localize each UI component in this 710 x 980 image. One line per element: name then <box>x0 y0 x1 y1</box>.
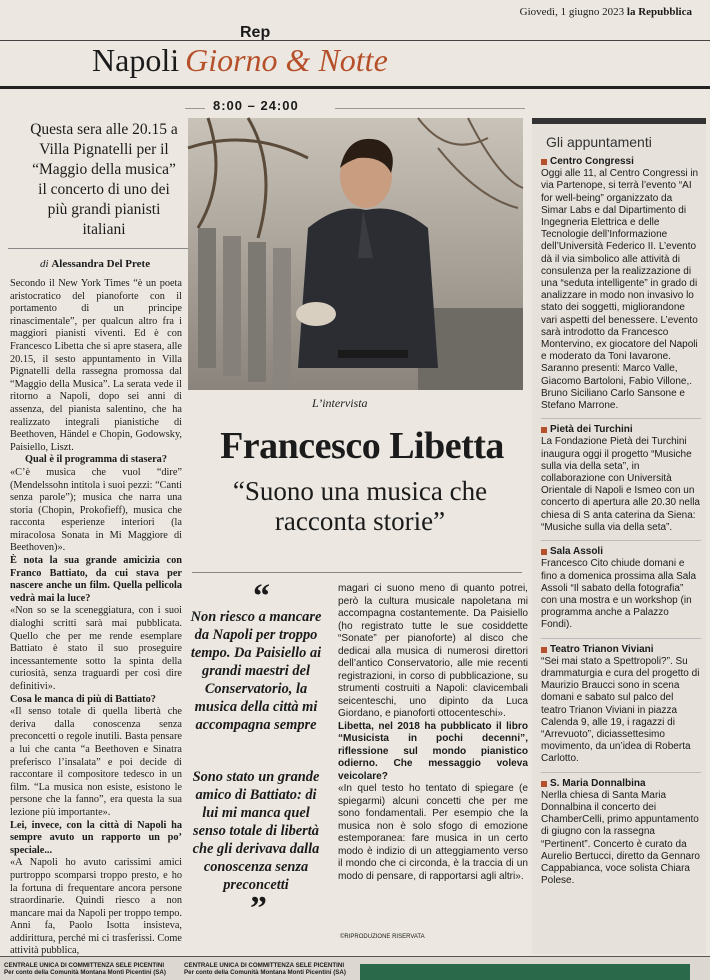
bullet-square-icon <box>541 549 547 555</box>
paragraph: magari ci suono meno di quanto potrei, però la cultura musicale napoletana mi accompagna costantemente. Da Paisiello (ho registrato tutte le sue cosiddette “Sonate” per pianoforte) al disco che dedicai alla musica di numerosi direttori dell’antico Conservatorio, alle mie recenti registrazioni, in corso di pubblicazione, su strumenti costruiti a Napoli: clavicembali seicenteschi, uno dipinto da Luca Giordano, e pianoforti ottocenteschi». <box>338 583 528 719</box>
divider <box>541 638 701 639</box>
lead-rule <box>8 248 188 249</box>
bullet-square-icon <box>541 781 547 787</box>
pull-quote-1: Non riesco a mancare da Napoli per troppo tempo. Da Paisiello ai grandi maestri del Conservatorio, la musica della città mi accompagna sempre <box>190 609 322 733</box>
issue-date: Giovedì, 1 giugno 2023 <box>519 6 625 18</box>
paragraph: Secondo il New York Times “è un poeta aristocratico del pianoforte con il portamento di un principe rinascimentale”, per qualcun altro fra i maggiori pianisti viventi. Ed è con Francesco Libetta che si apre stasera, alle 20.15, il sesto appuntamento in Villa Pignatelli della rassegna promossa dal “Maggio della Musica”. La serata vede il ritorno a Napoli, dopo sei anni di assenza, del pianista salentino, che ha realizzato integrali pianistiche di Beethoven, Händel e Chopin, Godowsky, Paisiello, Liszt. <box>10 278 182 453</box>
bullet-square-icon <box>541 159 547 165</box>
divider <box>541 540 701 541</box>
event-text: Nerlla chiesa di Santa Maria Donnalbina il concerto dei ChamberCelli, primo appuntamento di giugno con la rassegna “Pertinent”. Concerto è curato da Aurelio Bertucci, diretto da Gennaro Cappabianca, voce solista Chiara Polese. <box>541 789 700 887</box>
left-body <box>10 278 182 957</box>
sidebar-title: Gli appuntamenti <box>546 134 652 150</box>
event-heading: Sala Assoli <box>550 546 603 558</box>
event-item <box>541 644 701 766</box>
headline-name: Francesco Libetta <box>220 425 504 467</box>
kicker: L’intervista <box>312 396 368 410</box>
sidebar-list <box>541 156 701 948</box>
paragraph: «C’è musica che vuol “dire” (Mendelssohn intitola i suoi pezzi: “Canti senza parole”); musica che narra una storia (Chopin, Prokofieff), musica che racconta esperienze interiori (la miracolosa Sonata in Mi Maggiore di Beethoven)». <box>10 466 182 554</box>
question: Lei, invece, con la città di Napoli ha sempre avuto un rapporto un po’ speciale... <box>10 819 182 856</box>
byline-prefix: di <box>40 258 49 270</box>
masthead-small: la Repubblica <box>626 6 692 18</box>
event-heading: Teatro Trianon Viviani <box>550 643 654 655</box>
paragraph: «Il senso totale di quella libertà che deriva dalla conoscenza senza preconcetti o regole inutili. Basta pensare a lui che canta “a Beethoven e Sinatra preferisco l’insalata” e poi decide di raccontare il compositore tedesco in un film. “La musica non esiste, esistono le persone che la fanno”, era questa la sua lezione più importante». <box>10 706 182 818</box>
middle-body <box>338 583 528 929</box>
question: Qual è il programma di stasera? <box>25 454 167 466</box>
copyright-note: ©RIPRODUZIONE RISERVATA <box>340 934 425 940</box>
paragraph: «Non so se la sceneggiatura, con i suoi dialoghi scritti sarà mai pubblicata. Quello che per me rende esemplare Battiato è stato il suo proseguire incessantemente sotto la spinta della curiosità, senza traguardi per così dire definitivi». <box>10 605 182 692</box>
bullet-square-icon <box>541 427 547 433</box>
header-date-line <box>520 6 692 18</box>
byline <box>40 258 150 270</box>
section-city: Napoli <box>92 42 180 78</box>
ad-title: CENTRALE UNICA DI COMMITTENZA SELE PICENTINI <box>184 962 345 969</box>
question: Cosa le manca di più di Battiato? <box>10 693 156 705</box>
headline-quote: “Suono una musica che racconta storie” <box>232 476 488 536</box>
section-title <box>92 42 388 79</box>
event-item <box>541 778 701 888</box>
portrait-photo <box>188 118 523 390</box>
event-text: Oggi alle 11, al Centro Congressi in via Partenope, si terrà l’evento “AI for well-being” organizzato da Simar Labs e dal Dipartimento di Ingegneria Elettrica e delle Tecnologie dell’Informazione dell’Università Federico II. L’evento dà il via simbolico alle attività di consulenza per la realizzazione di una “seduta intelligente” in grado di analizzare in modo non invasivo lo stato dei soggetti, migliorandone vari aspetti del benessere. L’evento sarà introdotto da Francesco Montervino, ex giocatore del Napoli e moderato da Toni Iavarone. Saranno presenti: Marco Valle, Giacomo Bartoloni, Fabio Villone,. Bruno Siciliano Carlo Sansone e Stefano Marrone. <box>541 168 699 412</box>
event-text: “Sei mai stato a Spettropoli?”. Su drammaturgia e cura del progetto di Maurizio Braucci sono in scena domani e sabato sul palco del teatro Trianon Viviani in piazza Calenda 9, alle 19, i ragazzi di “Arrevuoto”, diciassettesimo movimento, da un’idea di Roberta Carlotto. <box>541 655 700 765</box>
question: È nota la sua grande amicizia con Franco Battiato, da cui stava per nascere anche un film. Quella pellicola vedrà mai la luce? <box>10 555 182 604</box>
hours-label: 8:00 – 24:00 <box>213 98 299 113</box>
divider <box>541 772 701 773</box>
event-heading: Pietà dei Turchini <box>550 424 633 436</box>
paragraph: «In quel testo ho tentato di spiegare (e spiegarmi) alcuni concetti che per me sono fondamentali. Per esempio che la musica non è solo sfogo di emozione estemporanea: fare musica in un certo modo è indizio di un atteggiamento verso il mondo che ci circonda, è la traccia di un modo di pensare, di rapportarsi agli altri». <box>338 783 528 882</box>
header-thick-rule <box>0 86 710 89</box>
ad-subtitle: Per conto della Comunità Montana Monti Picentini (SA) <box>184 969 346 976</box>
close-quote-mark: ” <box>250 890 267 927</box>
bullet-square-icon <box>541 647 547 653</box>
open-quote-mark: “ <box>253 578 270 615</box>
event-heading: Centro Congressi <box>550 156 634 167</box>
header-rule <box>0 40 710 41</box>
event-item <box>541 156 701 412</box>
rep-label: Rep <box>240 24 271 41</box>
byline-name: Alessandra Del Prete <box>51 258 151 270</box>
event-item <box>541 546 701 631</box>
ad-notice-1 <box>4 962 166 976</box>
lead-text: Questa sera alle 20.15 a Villa Pignatelli per il “Maggio della musica” il concerto di uno dei più grandi pianisti italiani <box>30 121 178 238</box>
question: Libetta, nel 2018 ha pubblicato il libro “Musicista in pochi decenni”, riflessione sul mondo pianistico odierno. Che messaggio voleva veicolare? <box>338 720 528 782</box>
ad-notice-2 <box>184 962 346 976</box>
ad-title: CENTRALE UNICA DI COMMITTENZA SELE PICENTINI <box>4 962 165 969</box>
paragraph: «A Napoli ho avuto carissimi amici purtroppo scomparsi troppo presto, e ho la fortuna di frequentare ancora persone straordinarie. Quindi riesco a non mancare mai da Napoli per troppo tempo. Anni fa, Paolo Isotta insisteva, addirittura, perché mi ci trasferissi. Come attività pubblica, <box>10 857 182 957</box>
section-subtitle: Giorno & Notte <box>185 42 388 78</box>
portrait-illustration <box>188 118 523 390</box>
event-text: Francesco Cito chiude domani e fino a domenica prossima alla Sala Assoli “Il sabato della fotografia” con una mostra e un workshop (in programma anche a Palazzo Fondi). <box>541 558 697 631</box>
ad-banner <box>360 964 690 980</box>
pull-quote-2: Sono stato un grande amico di Battiato: di lui mi manca quel senso totale di libertà che gli derivava dalla conoscenza senza preconcetti <box>192 769 320 893</box>
ad-subtitle: Per conto della Comunità Montana Monti Picentini (SA) <box>4 969 166 976</box>
event-heading: S. Maria Donnalbina <box>550 777 646 789</box>
divider <box>541 418 701 419</box>
center-rule <box>192 572 522 573</box>
event-text: La Fondazione Pietà dei Turchini inaugura oggi il progetto “Musiche sulla via della seta”, in collaborazione con Università Orientale di Napoli e Ismeo con un concerto di apertura alle 20.30 nella chiesa di S anta caterina da Siena: “Musiche sulla via della seta”. <box>541 436 700 533</box>
event-item <box>541 424 701 534</box>
sidebar-top-bar <box>532 118 706 124</box>
